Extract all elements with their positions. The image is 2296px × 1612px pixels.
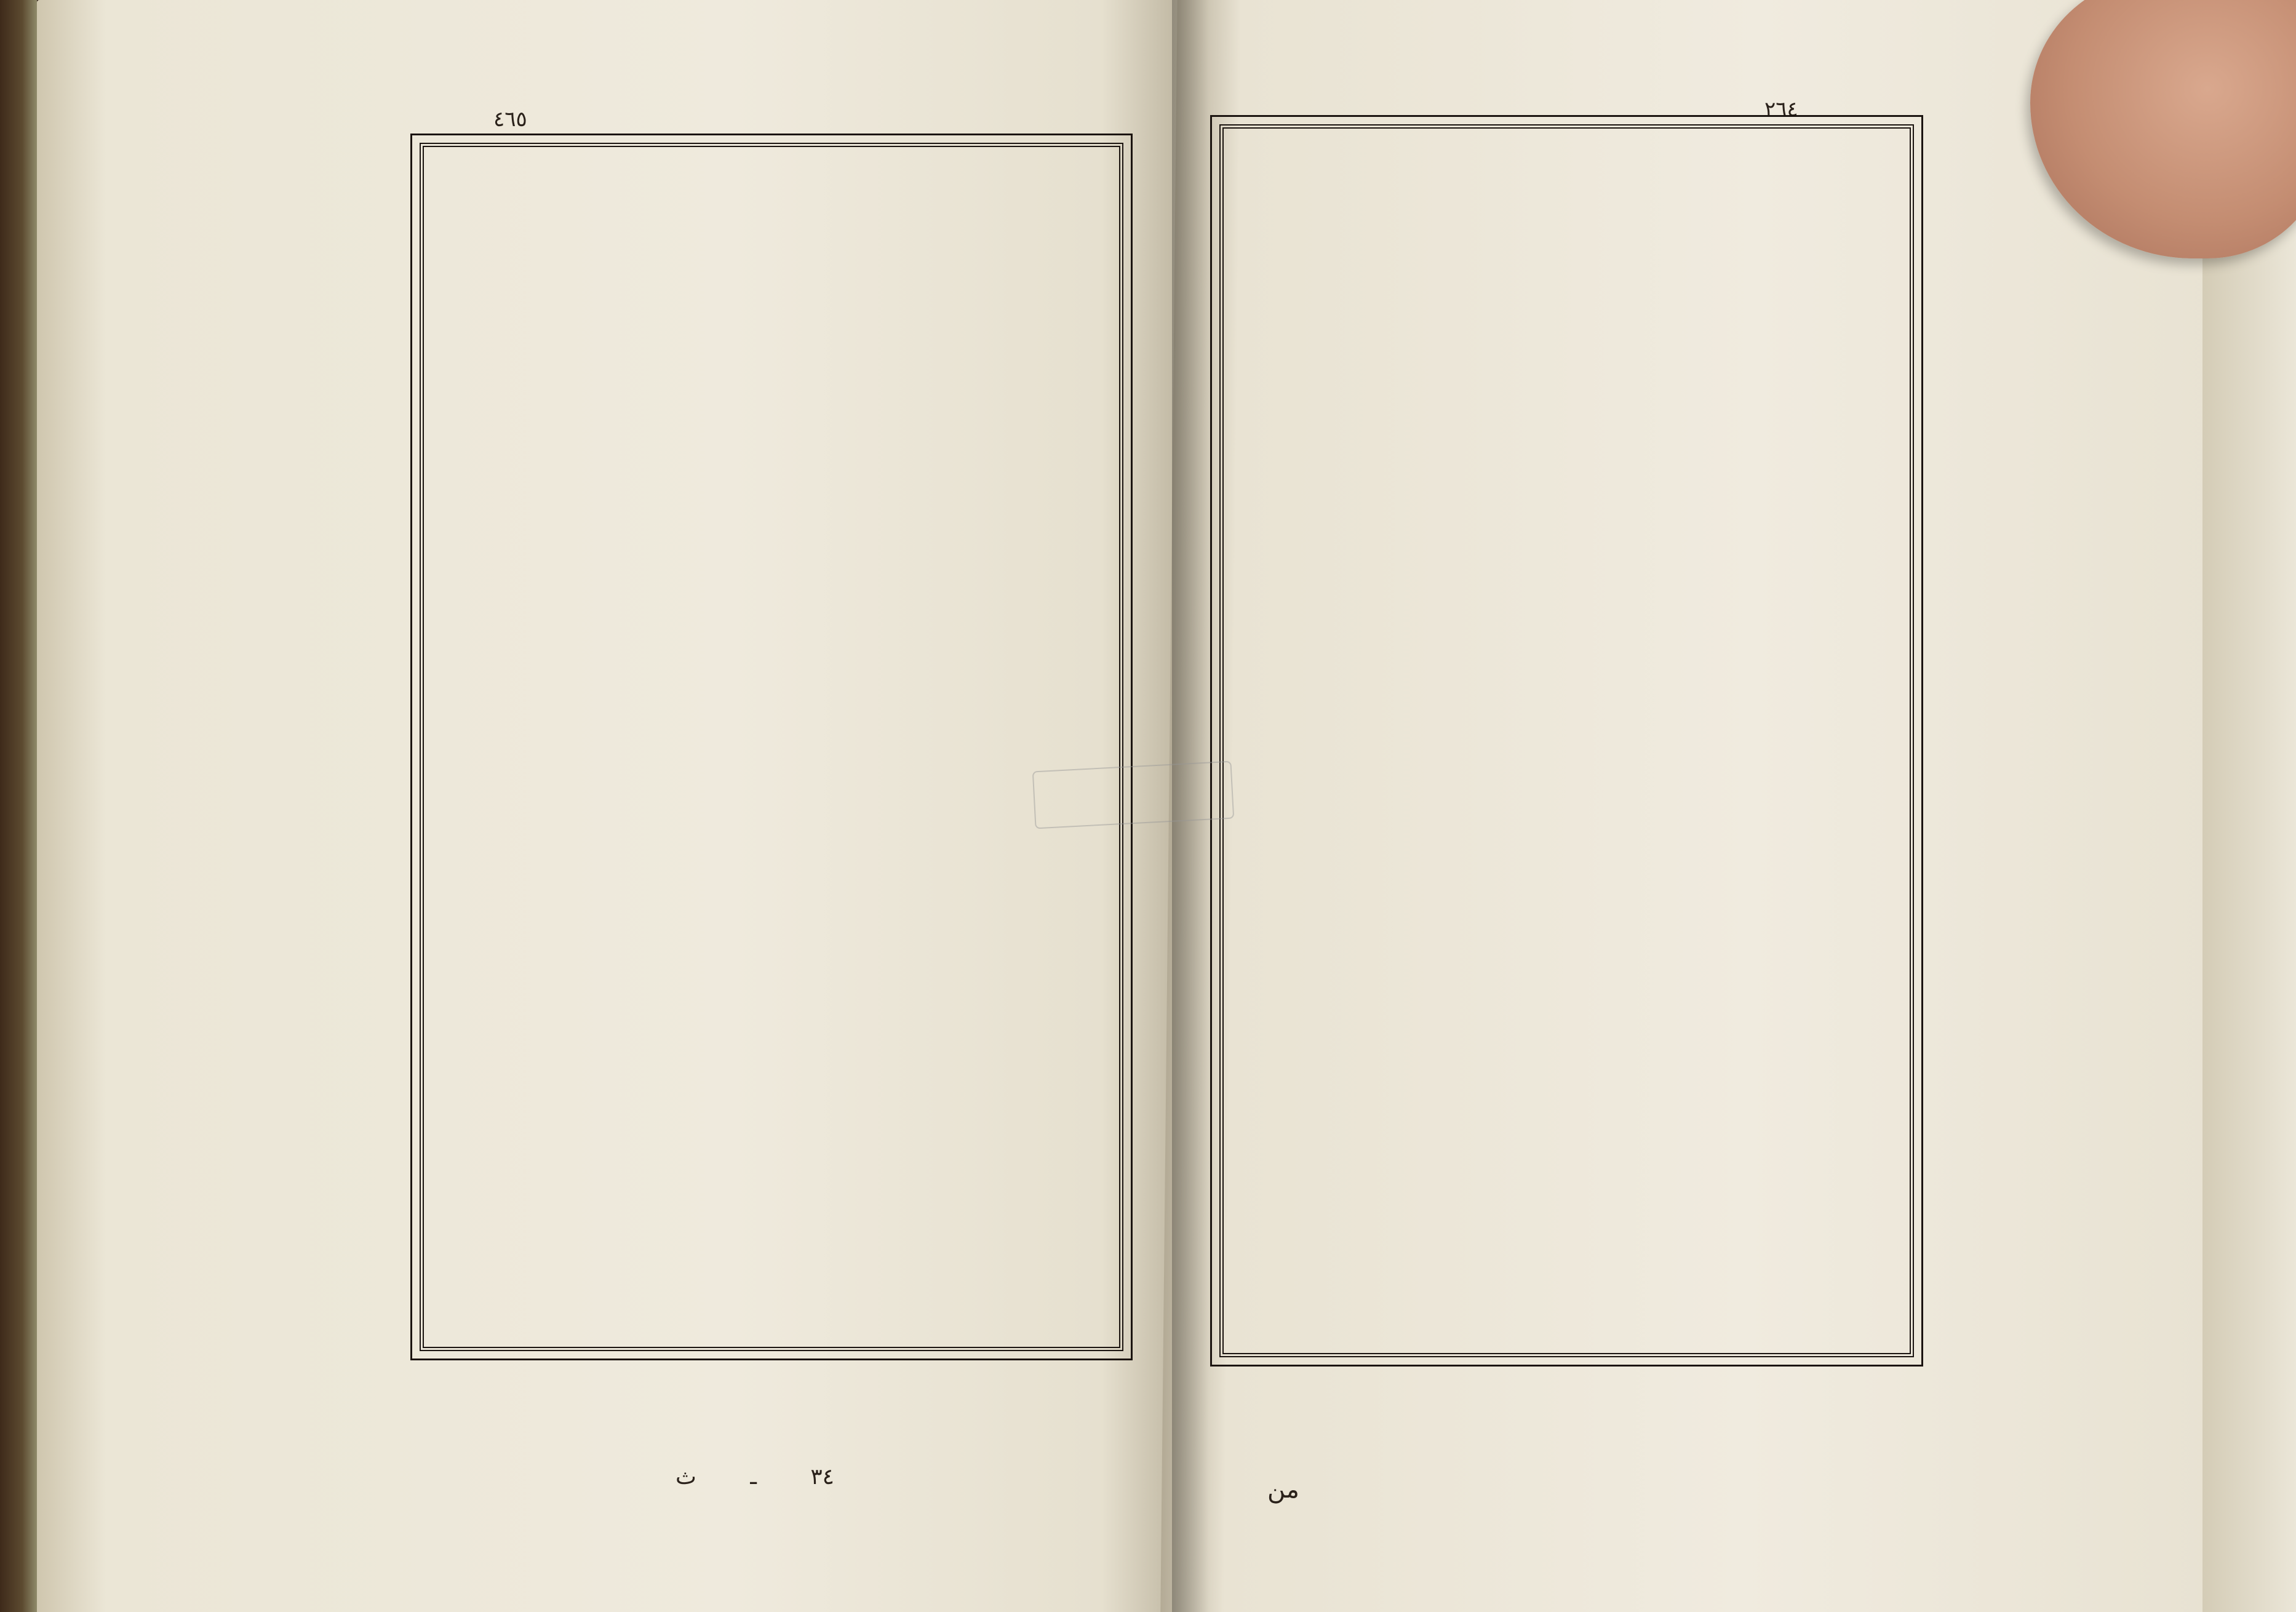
gathering-mark-part: ـ (750, 1464, 757, 1490)
left-body-text (436, 154, 1100, 1323)
left-margin-gloss (185, 378, 381, 1178)
gathering-mark-part: ٣٤ (810, 1464, 835, 1490)
binding-edge (0, 0, 37, 1612)
next-page-fragment (2221, 357, 2289, 578)
gathering-mark-part: ث (676, 1464, 696, 1490)
catchword: من (1267, 1475, 1299, 1504)
right-margin-gloss (1886, 345, 2046, 1120)
library-watermark (1032, 761, 1234, 829)
right-page-number: ٢٦٤ (1764, 97, 1798, 122)
right-body-text (1234, 134, 1892, 1340)
left-page-number: ٤٦٥ (493, 107, 527, 132)
gathering-mark (652, 1464, 858, 1490)
